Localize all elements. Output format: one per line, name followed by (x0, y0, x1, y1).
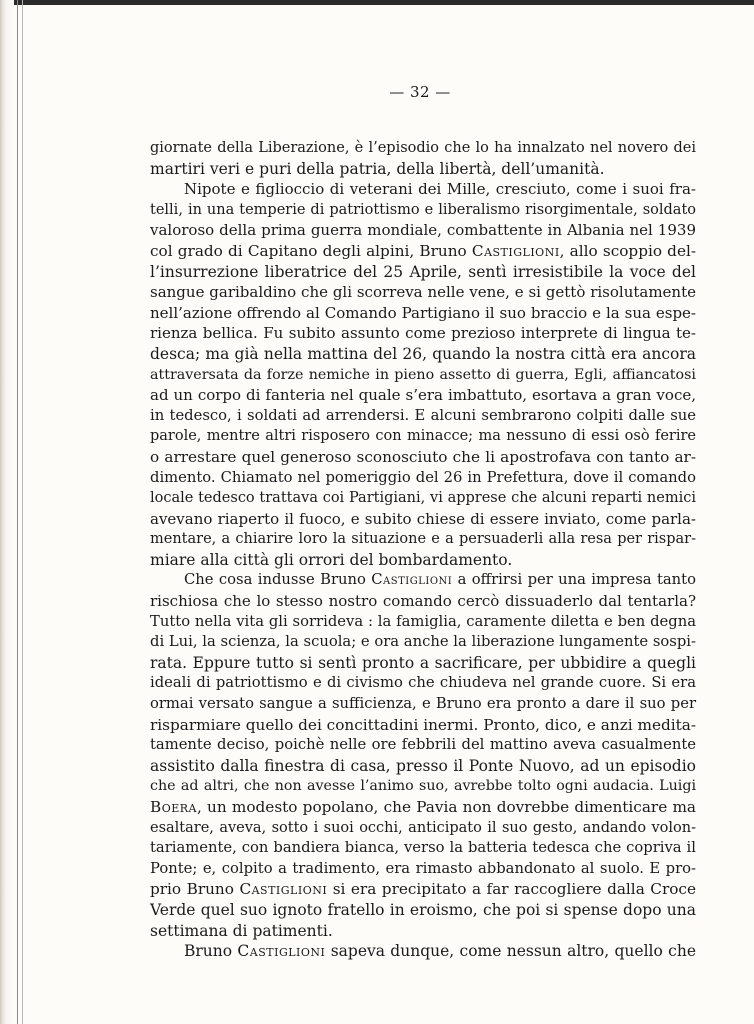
text-line: parole, mentre altri risposero con minacce; ma nessuno di essi osò ferire (150, 428, 696, 445)
page-number: — 32 — (389, 83, 451, 101)
text-line: avevano riaperto il fuoco, e subito chiese di essere inviato, come parla- (150, 509, 696, 528)
text-line: miare alla città gli orrori del bombardamento. (150, 550, 513, 569)
text-line: martiri veri e puri della patria, della libertà, dell’umanità. (150, 159, 605, 178)
text-line: settimana di patimenti. (150, 921, 333, 940)
text-line: telli, in una temperie di patriottismo e liberalismo risorgimentale, soldato (150, 201, 696, 218)
text-line: Nipote e figlioccio di veterani dei Mille, cresciuto, come i suoi fra- (184, 180, 696, 199)
text-line: di Lui, la scienza, la scuola; e ora anche la liberazione lungamente sospi- (150, 633, 696, 651)
text-line: giornate della Liberazione, è l’episodio che lo ha innalzato nel novero dei (150, 140, 696, 156)
text-line: in tedesco, i soldati ad arrendersi. E alcuni sembrarono colpiti dalle sue (150, 406, 696, 424)
text-line: risparmiare quello dei concittadini inermi. Pronto, dico, e anzi medita- (150, 715, 696, 734)
text-line: rata. Eppure tutto si sentì pronto a sacrificare, per ubbidire a quegli (150, 653, 696, 672)
text-line: assistito dalla finestra di casa, presso il Ponte Nuovo, ad un episodio (150, 756, 696, 775)
text-line: esaltare, aveva, sotto i suoi occhi, anticipato il suo gesto, andando volon- (150, 819, 696, 836)
text-line: mentare, a chiarire loro la situazione e a persuaderli alla resa per rispar- (150, 531, 696, 548)
text-line: Che cosa indusse Bruno Castiglioni a offrirsi per una impresa tanto (184, 571, 696, 589)
text-line: l’insurrezione liberatrice del 25 Aprile, sentì irresistibile la voce del (150, 262, 696, 281)
text-line: rischiosa che lo stesso nostro comando cercò dissuaderlo dal tentarla? (150, 592, 696, 611)
text-line: attraversata da forze nemiche in pieno assetto di guerra, Egli, affiancatosi (150, 366, 696, 383)
text-line: col grado di Capitano degli alpini, Bruno Castiglioni, allo scoppio del- (150, 241, 696, 260)
text-line: Boera, un modesto popolano, che Pavia non dovrebbe dimenticare ma (150, 798, 696, 816)
surname: Castiglioni (371, 571, 453, 589)
text-line: ormai versato sangue a sufficienza, e Bruno era pronto a dare il suo per (150, 695, 696, 713)
text-line: nell’azione offrendo al Comando Partigiano il suo braccio e la sua espe- (150, 303, 696, 322)
scan-binding-line (17, 0, 18, 1024)
text-line: o arrestare quel generoso sconosciuto che li apostrofava con tanto ar- (150, 447, 696, 466)
text-line: tamente deciso, poichè nelle ore febbrili del mattino aveva casualmente (150, 736, 696, 754)
text-line: Ponte; e, colpito a tradimento, era rimasto abbandonato al suolo. E pro- (150, 859, 696, 877)
text-line: prio Bruno Castiglioni si era precipitato a far raccogliere dalla Croce (150, 880, 696, 899)
text-line: tariamente, con bandiera bianca, verso la batteria tedesca che copriva il (150, 839, 696, 857)
text-line: Verde quel suo ignoto fratello in eroismo, che poi si spense dopo una (150, 900, 696, 919)
text-line: locale tedesco trattava coi Partigiani, vi apprese che alcuni reparti nemici (150, 490, 696, 507)
scan-left-edge (0, 0, 14, 1024)
text-line: Bruno Castiglioni sapeva dunque, come nessun altro, quello che (184, 942, 696, 961)
surname: Castiglioni (239, 880, 328, 899)
text-line: rienza bellica. Fu subito assunto come prezioso interprete di lingua te- (150, 324, 696, 343)
surname: Castiglioni (471, 241, 560, 260)
surname: Castiglioni (237, 942, 326, 961)
text-line: valoroso della prima guerra mondiale, combattente in Albania nel 1939 (150, 221, 696, 240)
text-line: ideali di patriottismo e di civismo che chiudeva nel grande cuore. Si era (150, 674, 696, 692)
text-line: desca; ma già nella mattina del 26, quando la nostra città era ancora (150, 344, 696, 363)
surname: Boera (150, 798, 197, 816)
text-line: ad un corpo di fanteria nel quale s’era imbattuto, esortava a gran voce, (150, 386, 696, 405)
text-line: Tutto nella vita gli sorrideva : la famiglia, caramente diletta e ben degna (150, 612, 696, 630)
body-text (150, 138, 696, 962)
scan-top-border (0, 0, 754, 5)
text-line: dimento. Chiamato nel pomeriggio del 26 in Prefettura, dove il comando (150, 468, 696, 486)
text-line: che ad altri, che non avesse l’animo suo, avrebbe tolto ogni audacia. Luigi (150, 778, 696, 795)
text-line: sangue garibaldino che gli scorreva nelle vene, e si gettò risolutamente (150, 283, 696, 302)
scan-binding-line (22, 0, 23, 1024)
